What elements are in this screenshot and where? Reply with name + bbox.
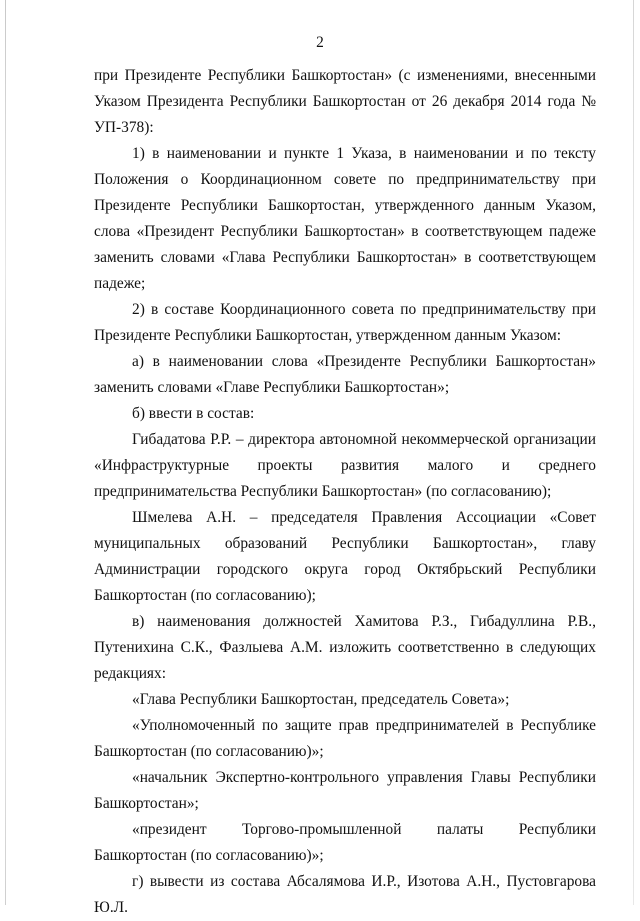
- paragraph-member-gibadatov: Гибадатова Р.Р. – директора автономной некоммерческой организации «Инфраструктурные проекты развития малого и среднего предпринимательства Республики Башкортостан» (по согласованию);: [94, 431, 596, 500]
- paragraph-title-head: «Глава Республики Башкортостан, председатель Совета»;: [132, 691, 510, 708]
- paragraph-item-2b: б) ввести в состав:: [132, 405, 255, 422]
- paragraph-title-control-dept: «начальник Экспертно-контрольного управления Главы Республики Башкортостан»;: [94, 769, 596, 812]
- paragraph-item-2g: г) вывести из состава Абсалямова И.Р., Изотова А.Н., Пустовгарова Ю.Л.: [94, 873, 596, 916]
- paragraph-item-1: 1) в наименовании и пункте 1 Указа, в наименовании и по тексту Положения о Координационном совете по предпринимательству при Президенте Республики Башкортостан, утвержденного данным Указом, слова «Президент Республики Башкортостан» в соответствующем падеже заменить словами «Глава Республики Башкортостан» в соответствующем падеже;: [94, 145, 596, 292]
- document-body: [94, 63, 596, 921]
- scan-right-edge: [633, 0, 634, 905]
- paragraph-member-shmelev: Шмелева А.Н. – председателя Правления Ассоциации «Совет муниципальных образований Республики Башкортостан», главу Администрации городского округа город Октябрьский Республики Башкортостан (по согласованию);: [94, 509, 596, 604]
- paragraph-title-ombudsman: «Уполномоченный по защите прав предпринимателей в Республике Башкортостан (по согласованию)»;: [94, 717, 596, 760]
- paragraph-item-2: 2) в составе Координационного совета по предпринимательству при Президенте Республики Башкортостан, утвержденном данным Указом:: [94, 301, 596, 344]
- paragraph-decree-reference: при Президенте Республики Башкортостан» (с изменениями, внесенными Указом Президента Республики Башкортостан от 26 декабря 2014 года № УП-378):: [94, 67, 596, 136]
- paragraph-item-2a: а) в наименовании слова «Президенте Республики Башкортостан» заменить словами «Главе Республики Башкортостан»;: [94, 353, 596, 396]
- page-number: 2: [316, 34, 324, 51]
- paragraph-item-2v: в) наименования должностей Хамитова Р.З., Гибадуллина Р.В., Путенихина С.К., Фазлыева А.М. изложить соответственно в следующих редакциях:: [94, 613, 596, 682]
- paragraph-title-chamber: «президент Торгово-промышленной палаты Республики Башкортостан (по согласованию)»;: [94, 821, 596, 864]
- scan-left-edge: [5, 0, 6, 905]
